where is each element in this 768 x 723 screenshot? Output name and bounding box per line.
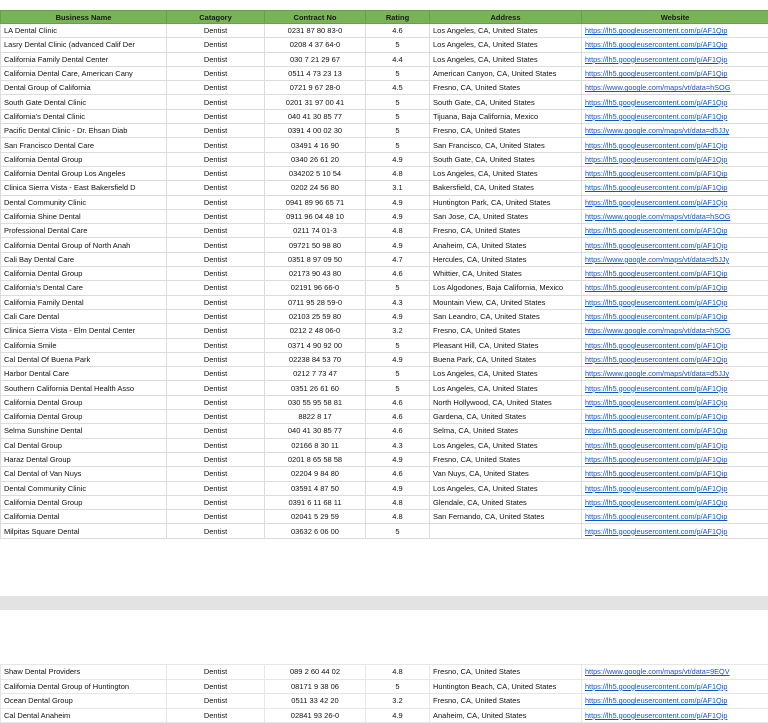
business-name-cell[interactable]: Milpitas Square Dental	[1, 524, 167, 538]
table-row	[1, 352, 768, 366]
website-link[interactable]: https://lh5.googleusercontent.com/p/AF1Qip	[582, 95, 768, 109]
business-name-cell[interactable]: California Family Dental Center	[1, 52, 167, 66]
address-cell[interactable]: Bakersfield, CA, United States	[430, 181, 582, 195]
table-row	[1, 195, 768, 209]
contract-no-cell[interactable]: 0340 26 61 20	[265, 152, 366, 166]
business-name-cell[interactable]: California Family Dental	[1, 295, 167, 309]
rating-cell[interactable]: 3.1	[366, 181, 430, 195]
contract-no-cell[interactable]: 040 41 30 85 77	[265, 109, 366, 123]
table-row	[1, 238, 768, 252]
rating-cell[interactable]: 5	[366, 138, 430, 152]
address-cell[interactable]: Fresno, CA, United States	[430, 224, 582, 238]
website-link[interactable]: https://lh5.googleusercontent.com/p/AF1Qip	[582, 267, 768, 281]
address-cell[interactable]: Anaheim, CA, United States	[430, 708, 582, 723]
website-link[interactable]: https://www.google.com/maps/vt/data=9EQV	[582, 665, 768, 680]
business-table	[0, 10, 768, 539]
category-cell[interactable]: Dentist	[167, 24, 265, 38]
website-link[interactable]: https://www.google.com/maps/vt/data=hSOG	[582, 209, 768, 223]
table-row	[1, 395, 768, 409]
contract-no-cell[interactable]: 02204 9 84 80	[265, 467, 366, 481]
rating-cell[interactable]: 4.4	[366, 52, 430, 66]
business-name-cell[interactable]: California Dental Group	[1, 267, 167, 281]
address-cell[interactable]: Los Angeles, CA, United States	[430, 38, 582, 52]
table-row	[1, 166, 768, 180]
rating-cell[interactable]: 3.2	[366, 324, 430, 338]
category-cell[interactable]: Dentist	[167, 109, 265, 123]
business-name-cell[interactable]: Cal Dental of Van Nuys	[1, 467, 167, 481]
address-cell[interactable]: Whittier, CA, United States	[430, 267, 582, 281]
table-row	[1, 281, 768, 295]
contract-no-cell[interactable]: 02041 5 29 59	[265, 510, 366, 524]
website-link[interactable]: https://lh5.googleusercontent.com/p/AF1Qip	[582, 481, 768, 495]
category-cell[interactable]: Dentist	[167, 281, 265, 295]
category-cell[interactable]: Dentist	[167, 438, 265, 452]
business-name-cell[interactable]: California Dental Group	[1, 395, 167, 409]
website-link[interactable]: https://lh5.googleusercontent.com/p/AF1Qip	[582, 181, 768, 195]
website-link[interactable]: https://lh5.googleusercontent.com/p/AF1Qip	[582, 438, 768, 452]
contract-no-cell[interactable]: 8822 8 17	[265, 410, 366, 424]
contract-no-cell[interactable]: 02166 8 30 11	[265, 438, 366, 452]
contract-no-cell[interactable]: 02238 84 53 70	[265, 352, 366, 366]
address-cell[interactable]: Fresno, CA, United States	[430, 665, 582, 680]
rating-cell[interactable]: 4.6	[366, 395, 430, 409]
table-row	[1, 665, 768, 680]
category-cell[interactable]: Dentist	[167, 38, 265, 52]
contract-no-cell[interactable]: 089 2 60 44 02	[265, 665, 366, 680]
category-cell[interactable]: Dentist	[167, 267, 265, 281]
address-cell[interactable]: American Canyon, CA, United States	[430, 66, 582, 80]
rating-cell[interactable]: 3.2	[366, 694, 430, 709]
website-link[interactable]: https://lh5.googleusercontent.com/p/AF1Qip	[582, 309, 768, 323]
table-row	[1, 267, 768, 281]
contract-no-cell[interactable]: 0511 4 73 23 13	[265, 66, 366, 80]
rating-cell[interactable]: 4.9	[366, 481, 430, 495]
spreadsheet-page-top	[0, 10, 768, 539]
website-link[interactable]: https://lh5.googleusercontent.com/p/AF1Qip	[582, 66, 768, 80]
address-cell[interactable]: Fresno, CA, United States	[430, 81, 582, 95]
business-name-cell[interactable]: Selma Sunshine Dental	[1, 424, 167, 438]
website-link[interactable]: https://lh5.googleusercontent.com/p/AF1Qip	[582, 138, 768, 152]
table-row	[1, 708, 768, 723]
contract-no-cell[interactable]: 0202 24 56 80	[265, 181, 366, 195]
business-name-cell[interactable]: California Dental Group Los Angeles	[1, 166, 167, 180]
rating-cell[interactable]: 4.8	[366, 224, 430, 238]
rating-cell[interactable]: 5	[366, 95, 430, 109]
category-cell[interactable]: Dentist	[167, 238, 265, 252]
contract-no-cell[interactable]: 0351 26 61 60	[265, 381, 366, 395]
contract-no-cell[interactable]: 034202 5 10 54	[265, 166, 366, 180]
table-row	[1, 424, 768, 438]
rating-cell[interactable]: 4.6	[366, 24, 430, 38]
website-link[interactable]: https://lh5.googleusercontent.com/p/AF1Qip	[582, 524, 768, 538]
business-name-cell[interactable]: California Dental Care, American Cany	[1, 66, 167, 80]
rating-cell[interactable]: 4.9	[366, 238, 430, 252]
address-cell[interactable]: Anaheim, CA, United States	[430, 238, 582, 252]
address-cell[interactable]: Fresno, CA, United States	[430, 694, 582, 709]
business-name-cell[interactable]: Dental Community Clinic	[1, 195, 167, 209]
category-cell[interactable]: Dentist	[167, 309, 265, 323]
category-cell[interactable]: Dentist	[167, 424, 265, 438]
rating-cell[interactable]: 5	[366, 124, 430, 138]
website-link[interactable]: https://lh5.googleusercontent.com/p/AF1Qip	[582, 679, 768, 694]
business-name-cell[interactable]: Ocean Dental Group	[1, 694, 167, 709]
business-name-cell[interactable]: Dental Community Clinic	[1, 481, 167, 495]
table-row	[1, 209, 768, 223]
address-cell[interactable]: Fresno, CA, United States	[430, 324, 582, 338]
website-link[interactable]: https://lh5.googleusercontent.com/p/AF1Qip	[582, 495, 768, 509]
address-cell[interactable]: Selma, CA, United States	[430, 424, 582, 438]
category-cell[interactable]: Dentist	[167, 352, 265, 366]
header-category[interactable]: Catagory	[167, 11, 265, 24]
table-row	[1, 66, 768, 80]
rating-cell[interactable]: 4.9	[366, 309, 430, 323]
contract-no-cell[interactable]: 0201 31 97 00 41	[265, 95, 366, 109]
business-name-cell[interactable]: Cal Dental Anaheim	[1, 708, 167, 723]
address-cell[interactable]: Hercules, CA, United States	[430, 252, 582, 266]
table-row	[1, 181, 768, 195]
website-link[interactable]: https://lh5.googleusercontent.com/p/AF1Qip	[582, 381, 768, 395]
business-name-cell[interactable]: California Smile	[1, 338, 167, 352]
table-row	[1, 510, 768, 524]
table-row	[1, 367, 768, 381]
table-row	[1, 95, 768, 109]
business-name-cell[interactable]: California Dental Group of Huntington	[1, 679, 167, 694]
rating-cell[interactable]: 5	[366, 524, 430, 538]
table-row	[1, 410, 768, 424]
table-row	[1, 679, 768, 694]
category-cell[interactable]: Dentist	[167, 252, 265, 266]
table-row	[1, 252, 768, 266]
rating-cell[interactable]: 4.8	[366, 510, 430, 524]
table-row	[1, 694, 768, 709]
website-link[interactable]: https://lh5.googleusercontent.com/p/AF1Qip	[582, 238, 768, 252]
address-cell[interactable]: Huntington Park, CA, United States	[430, 195, 582, 209]
address-cell[interactable]: Los Angeles, CA, United States	[430, 367, 582, 381]
category-cell[interactable]: Dentist	[167, 679, 265, 694]
address-cell[interactable]: Los Angeles, CA, United States	[430, 52, 582, 66]
business-name-cell[interactable]: California Dental Group	[1, 410, 167, 424]
website-link[interactable]: https://lh5.googleusercontent.com/p/AF1Qip	[582, 295, 768, 309]
table-row	[1, 467, 768, 481]
address-cell[interactable]: San Leandro, CA, United States	[430, 309, 582, 323]
website-link[interactable]: https://www.google.com/maps/vt/data=d5JJy	[582, 124, 768, 138]
contract-no-cell[interactable]: 040 41 30 85 77	[265, 424, 366, 438]
contract-no-cell[interactable]: 09721 50 98 80	[265, 238, 366, 252]
contract-no-cell[interactable]: 0721 9 67 28-0	[265, 81, 366, 95]
address-cell[interactable]: Huntington Beach, CA, United States	[430, 679, 582, 694]
table-row	[1, 495, 768, 509]
category-cell[interactable]: Dentist	[167, 452, 265, 466]
table-row	[1, 338, 768, 352]
contract-no-cell[interactable]: 030 7 21 29 67	[265, 52, 366, 66]
business-name-cell[interactable]: Haraz Dental Group	[1, 452, 167, 466]
business-name-cell[interactable]: California Shine Dental	[1, 209, 167, 223]
address-cell[interactable]: San Fernando, CA, United States	[430, 510, 582, 524]
contract-no-cell[interactable]: 03632 6 06 00	[265, 524, 366, 538]
category-cell[interactable]: Dentist	[167, 66, 265, 80]
website-link[interactable]: https://lh5.googleusercontent.com/p/AF1Qip	[582, 510, 768, 524]
contract-no-cell[interactable]: 0212 7 73 47	[265, 367, 366, 381]
table-row	[1, 38, 768, 52]
category-cell[interactable]: Dentist	[167, 495, 265, 509]
business-name-cell[interactable]: Pacific Dental Clinic - Dr. Ehsan Diab	[1, 124, 167, 138]
business-name-cell[interactable]: California Dental Group	[1, 152, 167, 166]
rating-cell[interactable]: 4.9	[366, 352, 430, 366]
business-table-continued	[0, 664, 768, 723]
category-cell[interactable]: Dentist	[167, 124, 265, 138]
rating-cell[interactable]: 4.6	[366, 267, 430, 281]
business-name-cell[interactable]: Cal Dental Of Buena Park	[1, 352, 167, 366]
business-name-cell[interactable]: Harbor Dental Care	[1, 367, 167, 381]
header-row	[1, 11, 768, 24]
business-name-cell[interactable]: Cal Dental Group	[1, 438, 167, 452]
rating-cell[interactable]: 4.9	[366, 152, 430, 166]
contract-no-cell[interactable]: 02103 25 59 80	[265, 309, 366, 323]
address-cell[interactable]: Mountain View, CA, United States	[430, 295, 582, 309]
spreadsheet-page-bottom	[0, 664, 768, 723]
rating-cell[interactable]: 4.6	[366, 410, 430, 424]
business-name-cell[interactable]: California's Dental Care	[1, 281, 167, 295]
website-link[interactable]: https://lh5.googleusercontent.com/p/AF1Qip	[582, 224, 768, 238]
address-cell[interactable]: Pleasant Hill, CA, United States	[430, 338, 582, 352]
category-cell[interactable]: Dentist	[167, 524, 265, 538]
header-rating[interactable]: Rating	[366, 11, 430, 24]
business-name-cell[interactable]: California Dental	[1, 510, 167, 524]
table-row	[1, 52, 768, 66]
address-cell[interactable]: South Gate, CA, United States	[430, 95, 582, 109]
contract-no-cell[interactable]: 0211 74 01-3	[265, 224, 366, 238]
website-link[interactable]: https://lh5.googleusercontent.com/p/AF1Qip	[582, 152, 768, 166]
category-cell[interactable]: Dentist	[167, 209, 265, 223]
category-cell[interactable]: Dentist	[167, 181, 265, 195]
category-cell[interactable]: Dentist	[167, 138, 265, 152]
website-link[interactable]: https://lh5.googleusercontent.com/p/AF1Qip	[582, 195, 768, 209]
rating-cell[interactable]: 4.6	[366, 424, 430, 438]
contract-no-cell[interactable]: 0371 4 90 92 00	[265, 338, 366, 352]
website-link[interactable]: https://www.google.com/maps/vt/data=hSOG	[582, 81, 768, 95]
rating-cell[interactable]: 5	[366, 281, 430, 295]
contract-no-cell[interactable]: 0391 6 11 68 11	[265, 495, 366, 509]
rating-cell[interactable]: 4.8	[366, 665, 430, 680]
rating-cell[interactable]: 5	[366, 38, 430, 52]
contract-no-cell[interactable]: 08171 9 38 06	[265, 679, 366, 694]
website-link[interactable]: https://lh5.googleusercontent.com/p/AF1Qip	[582, 166, 768, 180]
table-row	[1, 381, 768, 395]
business-name-cell[interactable]: California Dental Group of North Anah	[1, 238, 167, 252]
website-link[interactable]: https://lh5.googleusercontent.com/p/AF1Qip	[582, 708, 768, 723]
category-cell[interactable]: Dentist	[167, 152, 265, 166]
category-cell[interactable]: Dentist	[167, 195, 265, 209]
address-cell[interactable]: Glendale, CA, United States	[430, 495, 582, 509]
category-cell[interactable]: Dentist	[167, 324, 265, 338]
business-name-cell[interactable]: Dental Group of California	[1, 81, 167, 95]
address-cell[interactable]: Van Nuys, CA, United States	[430, 467, 582, 481]
table-row	[1, 109, 768, 123]
address-cell[interactable]: Los Angeles, CA, United States	[430, 438, 582, 452]
table-row	[1, 295, 768, 309]
contract-no-cell[interactable]: 0212 2 48 06-0	[265, 324, 366, 338]
category-cell[interactable]: Dentist	[167, 708, 265, 723]
address-cell[interactable]: Tijuana, Baja California, Mexico	[430, 109, 582, 123]
category-cell[interactable]: Dentist	[167, 295, 265, 309]
business-name-cell[interactable]: LA Dental Clinic	[1, 24, 167, 38]
table-row	[1, 138, 768, 152]
table-row	[1, 524, 768, 538]
business-name-cell[interactable]: California Dental Group	[1, 495, 167, 509]
website-link[interactable]: https://lh5.googleusercontent.com/p/AF1Qip	[582, 694, 768, 709]
contract-no-cell[interactable]: 0941 89 96 65 71	[265, 195, 366, 209]
category-cell[interactable]: Dentist	[167, 52, 265, 66]
website-link[interactable]: https://www.google.com/maps/vt/data=hSOG	[582, 324, 768, 338]
rating-cell[interactable]: 5	[366, 109, 430, 123]
website-link[interactable]: https://lh5.googleusercontent.com/p/AF1Qip	[582, 467, 768, 481]
category-cell[interactable]: Dentist	[167, 166, 265, 180]
rating-cell[interactable]: 4.6	[366, 467, 430, 481]
rating-cell[interactable]: 5	[366, 679, 430, 694]
address-cell[interactable]: Los Angeles, CA, United States	[430, 24, 582, 38]
contract-no-cell[interactable]: 0911 96 04 48 10	[265, 209, 366, 223]
category-cell[interactable]: Dentist	[167, 381, 265, 395]
contract-no-cell[interactable]: 03591 4 87 50	[265, 481, 366, 495]
table-row	[1, 24, 768, 38]
category-cell[interactable]: Dentist	[167, 481, 265, 495]
website-link[interactable]: https://lh5.googleusercontent.com/p/AF1Qip	[582, 24, 768, 38]
business-name-cell[interactable]: Cali Bay Dental Care	[1, 252, 167, 266]
address-cell[interactable]: Los Angeles, CA, United States	[430, 481, 582, 495]
website-link[interactable]: https://lh5.googleusercontent.com/p/AF1Qip	[582, 352, 768, 366]
contract-no-cell[interactable]: 0351 8 97 09 50	[265, 252, 366, 266]
rating-cell[interactable]: 5	[366, 381, 430, 395]
contract-no-cell[interactable]: 0711 95 28 59-0	[265, 295, 366, 309]
rating-cell[interactable]: 5	[366, 338, 430, 352]
website-link[interactable]: https://lh5.googleusercontent.com/p/AF1Qip	[582, 424, 768, 438]
table-row	[1, 324, 768, 338]
address-cell[interactable]: North Hollywood, CA, United States	[430, 395, 582, 409]
category-cell[interactable]: Dentist	[167, 410, 265, 424]
website-link[interactable]: https://www.google.com/maps/vt/data=d5JJy	[582, 252, 768, 266]
header-address[interactable]: Address	[430, 11, 582, 24]
address-cell[interactable]: Los Angeles, CA, United States	[430, 166, 582, 180]
address-cell[interactable]: Fresno, CA, United States	[430, 452, 582, 466]
category-cell[interactable]: Dentist	[167, 224, 265, 238]
category-cell[interactable]: Dentist	[167, 367, 265, 381]
header-contract-no[interactable]: Contract No	[265, 11, 366, 24]
contract-no-cell[interactable]: 03491 4 16 90	[265, 138, 366, 152]
business-name-cell[interactable]: Lasry Dental Clinic (advanced Calif Der	[1, 38, 167, 52]
website-link[interactable]: https://www.google.com/maps/vt/data=d5JJy	[582, 367, 768, 381]
contract-no-cell[interactable]: 02191 96 66-0	[265, 281, 366, 295]
header-website[interactable]: Website	[582, 11, 768, 24]
contract-no-cell[interactable]: 0231 87 80 83-0	[265, 24, 366, 38]
rating-cell[interactable]: 4.3	[366, 295, 430, 309]
table-row	[1, 81, 768, 95]
header-business-name[interactable]: Business Name	[1, 11, 167, 24]
website-link[interactable]: https://lh5.googleusercontent.com/p/AF1Qip	[582, 52, 768, 66]
contract-no-cell[interactable]: 02173 90 43 80	[265, 267, 366, 281]
business-name-cell[interactable]: Southern California Dental Health Asso	[1, 381, 167, 395]
contract-no-cell[interactable]: 030 55 95 58 81	[265, 395, 366, 409]
category-cell[interactable]: Dentist	[167, 694, 265, 709]
category-cell[interactable]: Dentist	[167, 81, 265, 95]
business-name-cell[interactable]: Cali Care Dental	[1, 309, 167, 323]
category-cell[interactable]: Dentist	[167, 510, 265, 524]
website-link[interactable]: https://lh5.googleusercontent.com/p/AF1Qip	[582, 452, 768, 466]
address-cell[interactable]: Gardena, CA, United States	[430, 410, 582, 424]
contract-no-cell[interactable]: 0391 4 00 02 30	[265, 124, 366, 138]
website-link[interactable]: https://lh5.googleusercontent.com/p/AF1Qip	[582, 38, 768, 52]
category-cell[interactable]: Dentist	[167, 395, 265, 409]
rating-cell[interactable]: 5	[366, 367, 430, 381]
business-name-cell[interactable]: San Francisco Dental Care	[1, 138, 167, 152]
address-cell[interactable]: San Jose, CA, United States	[430, 209, 582, 223]
address-cell[interactable]: Los Algodones, Baja California, Mexico	[430, 281, 582, 295]
contract-no-cell[interactable]: 02841 93 26-0	[265, 708, 366, 723]
rating-cell[interactable]: 4.9	[366, 195, 430, 209]
address-cell[interactable]: San Francisco, CA, United States	[430, 138, 582, 152]
table-row	[1, 309, 768, 323]
rating-cell[interactable]: 4.9	[366, 708, 430, 723]
table-row	[1, 452, 768, 466]
category-cell[interactable]: Dentist	[167, 95, 265, 109]
address-cell[interactable]: Fresno, CA, United States	[430, 124, 582, 138]
website-link[interactable]: https://lh5.googleusercontent.com/p/AF1Qip	[582, 281, 768, 295]
rating-cell[interactable]: 4.9	[366, 452, 430, 466]
address-cell[interactable]: Buena Park, CA, United States	[430, 352, 582, 366]
contract-no-cell[interactable]: 0511 33 42 20	[265, 694, 366, 709]
business-name-cell[interactable]: Clinica Sierra Vista - Elm Dental Center	[1, 324, 167, 338]
contract-no-cell[interactable]: 0201 8 65 58 58	[265, 452, 366, 466]
website-link[interactable]: https://lh5.googleusercontent.com/p/AF1Qip	[582, 395, 768, 409]
address-cell[interactable]: Los Angeles, CA, United States	[430, 381, 582, 395]
rating-cell[interactable]: 4.9	[366, 209, 430, 223]
rating-cell[interactable]: 4.5	[366, 81, 430, 95]
address-cell[interactable]: South Gate, CA, United States	[430, 152, 582, 166]
rating-cell[interactable]: 4.3	[366, 438, 430, 452]
rating-cell[interactable]: 4.8	[366, 495, 430, 509]
website-link[interactable]: https://lh5.googleusercontent.com/p/AF1Qip	[582, 338, 768, 352]
address-cell[interactable]	[430, 524, 582, 538]
table-row	[1, 481, 768, 495]
website-link[interactable]: https://lh5.googleusercontent.com/p/AF1Qip	[582, 109, 768, 123]
table-body	[1, 665, 768, 723]
business-name-cell[interactable]: California's Dental Clinic	[1, 109, 167, 123]
category-cell[interactable]: Dentist	[167, 338, 265, 352]
contract-no-cell[interactable]: 0208 4 37 64-0	[265, 38, 366, 52]
table-row	[1, 124, 768, 138]
website-link[interactable]: https://lh5.googleusercontent.com/p/AF1Qip	[582, 410, 768, 424]
business-name-cell[interactable]: Shaw Dental Providers	[1, 665, 167, 680]
rating-cell[interactable]: 4.8	[366, 166, 430, 180]
business-name-cell[interactable]: South Gate Dental Clinic	[1, 95, 167, 109]
table-body	[1, 24, 768, 539]
table-row	[1, 438, 768, 452]
rating-cell[interactable]: 5	[366, 66, 430, 80]
table-row	[1, 224, 768, 238]
category-cell[interactable]: Dentist	[167, 665, 265, 680]
business-name-cell[interactable]: Professional Dental Care	[1, 224, 167, 238]
page-break	[0, 596, 768, 610]
business-name-cell[interactable]: Clinica Sierra Vista - East Bakersfield D	[1, 181, 167, 195]
table-row	[1, 152, 768, 166]
rating-cell[interactable]: 4.7	[366, 252, 430, 266]
category-cell[interactable]: Dentist	[167, 467, 265, 481]
